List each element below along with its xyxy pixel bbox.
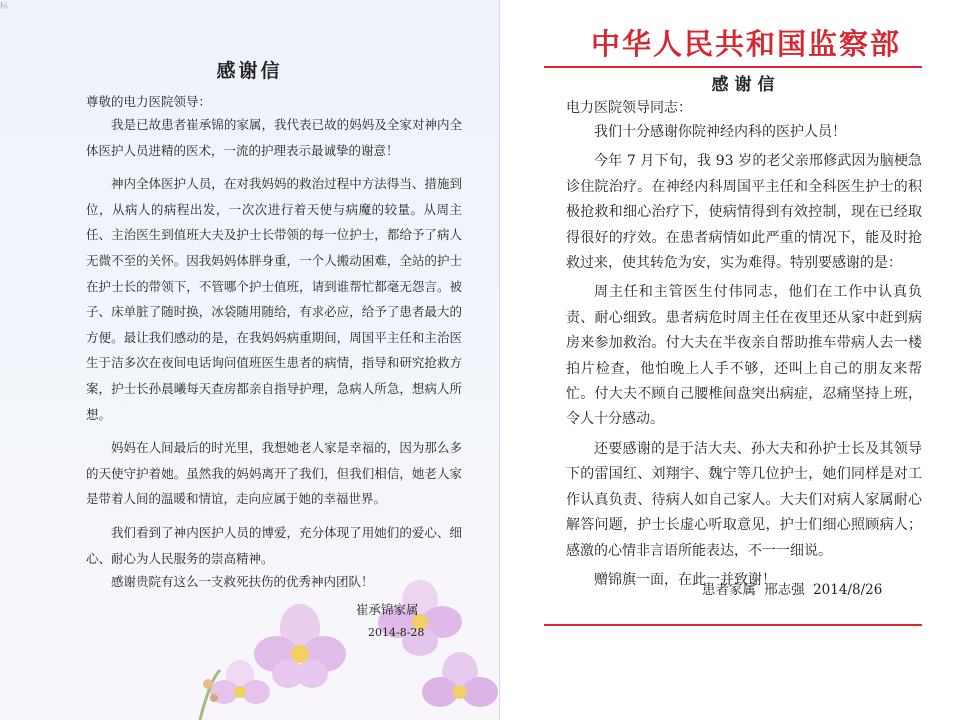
corner-mark: 标	[0, 1, 8, 10]
right-letter-salutation: 电力医院领导同志：	[566, 100, 692, 116]
left-letter-salutation: 尊敬的电力医院领导：	[86, 94, 212, 109]
orchid-flowers-decoration	[180, 580, 500, 720]
left-paragraph: 神内全体医护人员，在对我妈妈的救治过程中方法得当、措施到位，从病人的病程出发，一次次进行着天使与病魔的较量。从周主任、主治医生到值班大夫及护士长带领的每一位护士，都给予了病人无微不至的关怀。因我妈妈体胖身重，一个人搬动困难，全站的护士在护士长的带领下，不管哪个护士值班，请到谁帮忙都毫无怨言。被子、床单脏了随时换，冰袋随用随给，有求必应，给予了患者最大的方便。最让我们感动的是，在我妈妈病重期间，周国平主任和主治医生于洁多次在夜间电话询问值班医生患者的病情，指导和研究抢救方案，护士长孙晨曦每天查房都亲自指导护理，急病人所急，想病人所想。	[86, 176, 462, 422]
right-thank-you-letter	[532, 0, 960, 720]
right-letter-signature: 患者家属 邢志强 2014/8/26	[702, 582, 883, 598]
right-paragraph: 今年 7 月下旬，我 93 岁的老父亲邢修武因为脑梗急诊住院治疗。在神经内科周国平主任和全科医生护士的积极抢救和细心治疗下，使病情得到有效控制，现在已经取得很好的疗效。在患者病情如此严重的情况下，能及时抢救过来，使其转危为安，实为难得。特别要感谢的是：	[566, 153, 922, 272]
right-paragraph: 还要感谢的是于洁大夫、孙大夫和孙护士长及其领导下的雷国红、刘翔宇、魏宁等几位护士，她们同样是对工作认真负责、待病人如自己家人。大夫们对病人家属耐心解答问题，护士长虚心听取意见，护士们细心照顾病人；感激的心情非言语所能表达，不一一细说。	[566, 440, 922, 559]
left-paragraph: 我们看到了神内医护人员的博爱，充分体现了用她们的爱心、细心、耐心为人民服务的崇高精神。	[86, 524, 462, 566]
footer-divider	[544, 624, 922, 626]
letterhead-divider	[544, 66, 922, 68]
right-letter-body	[566, 120, 922, 597]
organization-letterhead: 中华人民共和国监察部	[590, 27, 901, 61]
right-paragraph: 我们十分感谢你院神经内科的医护人员！	[594, 124, 846, 140]
right-letter-title: 感谢信	[711, 75, 781, 95]
left-letter-title: 感谢信	[216, 60, 283, 82]
right-paragraph: 周主任和主管医生付伟同志，他们在工作中认真负责、耐心细致。患者病危时周主任在夜里还从家中赶到病房来参加救治。付大夫在半夜亲自帮助推车带病人去一楼拍片检查，他怕晚上人手不够，还叫上自己的朋友来帮忙。付大夫不顾自己腰椎间盘突出病症，忍痛坚持上班，令人十分感动。	[566, 284, 922, 428]
left-paragraph: 妈妈在人间最后的时光里，我想她老人家是幸福的，因为那么多的天使守护着她。虽然我的妈妈离开了我们，但我们相信，她老人家是带着人间的温暖和情谊，走向应属于她的幸福世界。	[86, 440, 462, 507]
right-paragraph: 赠锦旗一面，在此一并致谢！	[594, 571, 776, 588]
left-letter-date: 2014-8-28	[368, 626, 425, 639]
left-paragraph: 我是已故患者崔承锦的家属，我代表已故的妈妈及全家对神内全体医护人员进精的医术，一流的护理表示最诚挚的谢意！	[86, 117, 462, 158]
left-letter-body	[86, 112, 462, 579]
left-letter-closing: 感谢贵院有这么一支救死扶伤的优秀神内团队！	[111, 574, 374, 589]
left-letter-signer: 崔承锦家属	[356, 602, 419, 617]
